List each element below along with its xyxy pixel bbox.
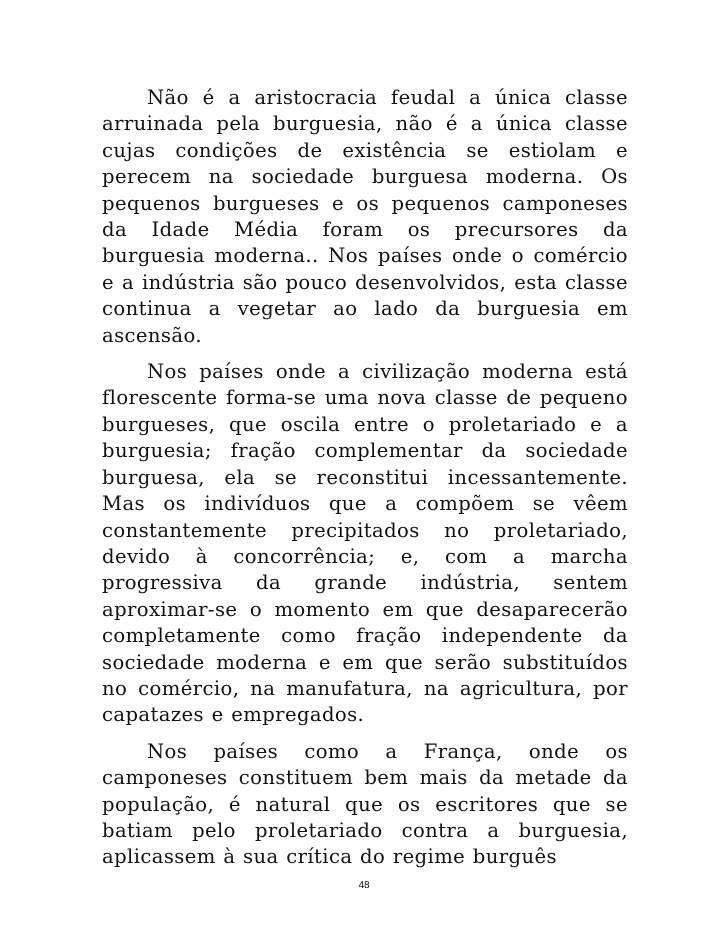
paragraph-1: Não é a aristocracia feudal a única classe arruinada pela burguesia, não é a única classe cujas condições de existência se estiolam e perecem na sociedade burguesa moderna. Os pequenos burgueses e os pequenos camponeses da Idade Média foram os precursores da burguesia moderna.. Nos países onde o comércio e a indústria são pouco desenvolvidos, esta classe continua a vegetar ao lado da burguesia em ascensão.: [102, 86, 628, 347]
body-text: [102, 85, 628, 881]
paragraph-2: Nos países onde a civilização moderna está florescente forma-se uma nova classe de pequeno burgueses, que oscila entre o proletariado e a burguesia; fração complementar da sociedade burguesa, ela se reconstitui incessantemente. Mas os indivíduos que a compõem se vêem constantemente precipitados no proletariado, devido à concorrência; e, com a marcha progressiva da grande indústria, sentem aproximar-se o momento em que desaparecerão completamente como fração independente da sociedade moderna e em que serão substituídos no comércio, na manufatura, na agricultura, por capatazes e empregados.: [102, 360, 628, 727]
paragraph-3: Nos países como a França, onde os camponeses constituem bem mais da metade da população, é natural que os escritores que se batiam pelo proletariado contra a burguesia, aplicassem à sua crítica do regime burguês: [102, 739, 628, 869]
page-number: 48: [358, 880, 370, 891]
